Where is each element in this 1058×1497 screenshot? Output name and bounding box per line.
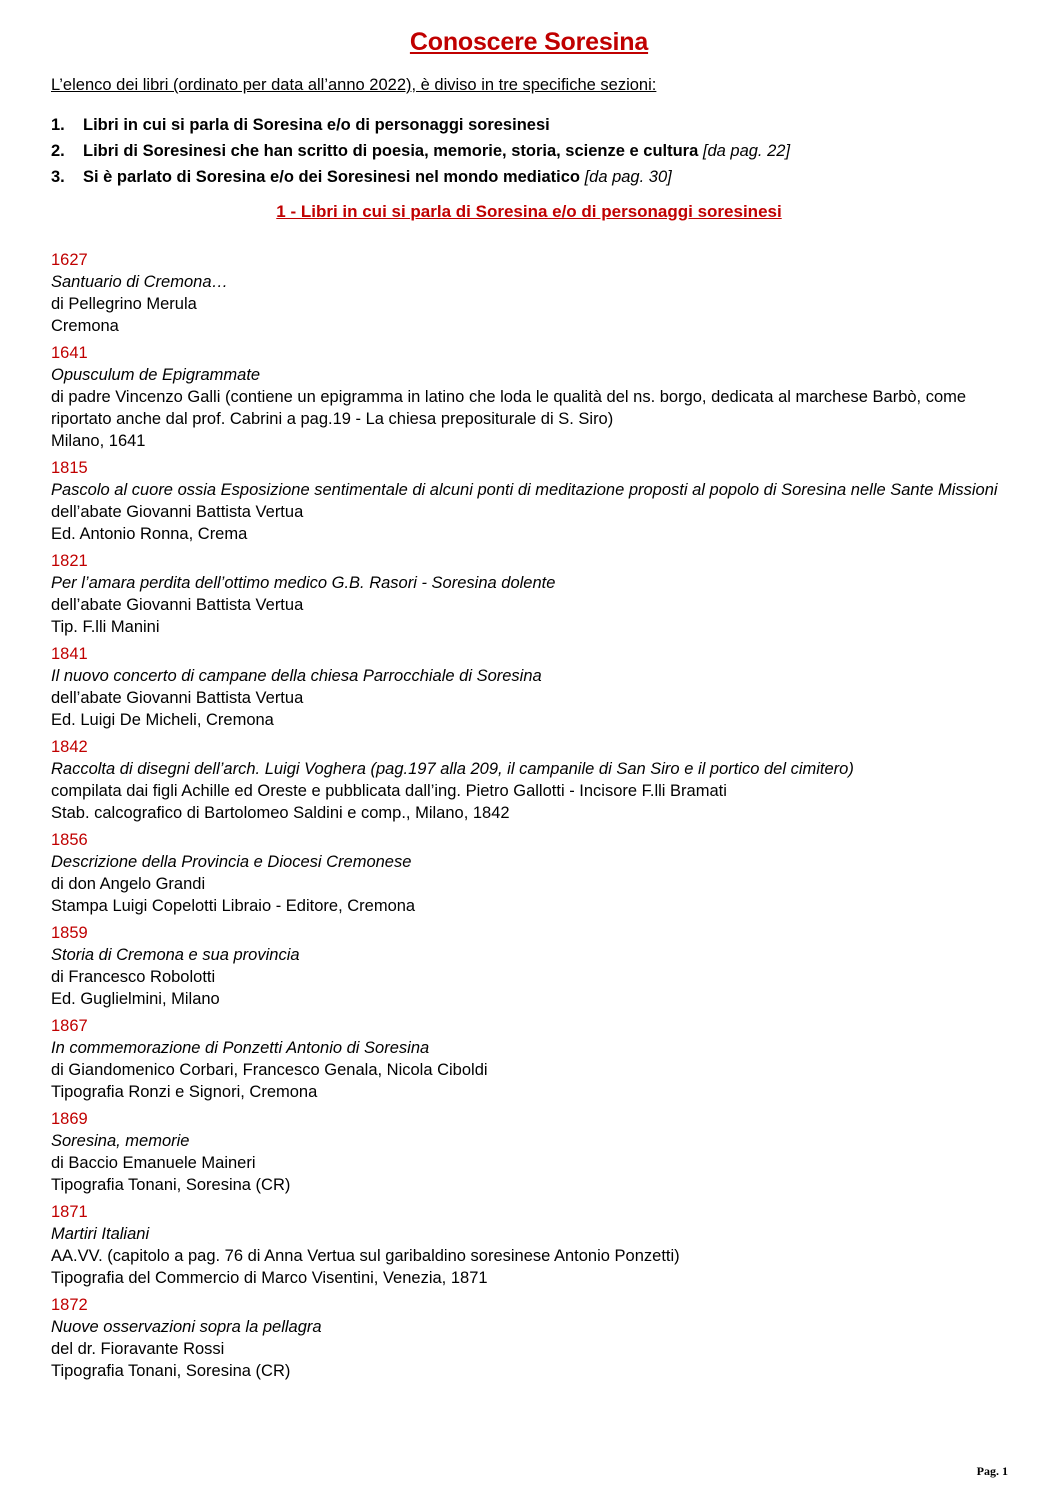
book-entry (51, 922, 1011, 1010)
book-detail: dell’abate Giovanni Battista Vertua (51, 503, 304, 521)
book-list (51, 249, 1011, 1387)
book-entry (51, 736, 1011, 824)
book-detail: Cremona (51, 317, 119, 335)
section-item (51, 138, 790, 164)
book-title: Opusculum de Epigrammate (51, 366, 261, 384)
section-number: 2. (51, 142, 65, 160)
book-title: In commemorazione di Ponzetti Antonio di Soresina (51, 1039, 430, 1057)
book-year: 1859 (51, 924, 88, 942)
book-year: 1872 (51, 1296, 88, 1314)
book-title: Martiri Italiani (51, 1225, 150, 1243)
page-number: Pag. 1 (976, 1464, 1008, 1478)
book-year: 1841 (51, 645, 88, 663)
book-detail: Ed. Guglielmini, Milano (51, 990, 220, 1008)
book-detail: di Baccio Emanuele Maineri (51, 1154, 256, 1172)
book-title: Il nuovo concerto di campane della chiesa Parrocchiale di Soresina (51, 667, 542, 685)
book-title: Santuario di Cremona… (51, 273, 229, 291)
book-detail: Tipografia del Commercio di Marco Visentini, Venezia, 1871 (51, 1269, 488, 1287)
book-year: 1641 (51, 344, 88, 362)
book-detail: dell’abate Giovanni Battista Vertua (51, 596, 304, 614)
book-title: Descrizione della Provincia e Diocesi Cremonese (51, 853, 412, 871)
section-number: 1. (51, 116, 65, 134)
book-title: Nuove osservazioni sopra la pellagra (51, 1318, 322, 1336)
section-page-ref: [da pag. 30] (584, 168, 672, 186)
book-year: 1871 (51, 1203, 88, 1221)
book-year: 1856 (51, 831, 88, 849)
section-heading: 1 - Libri in cui si parla di Soresina e/o di personaggi soresinesi (276, 202, 782, 221)
section-label: Libri di Soresinesi che han scritto di poesia, memorie, storia, scienze e cultura (83, 142, 699, 160)
book-entry (51, 1201, 1011, 1289)
section-item (51, 164, 790, 190)
book-entry (51, 643, 1011, 731)
page-title: Conoscere Soresina (409, 28, 649, 56)
sections-list (51, 112, 790, 190)
book-year: 1867 (51, 1017, 88, 1035)
book-detail: di Giandomenico Corbari, Francesco Genala, Nicola Ciboldi (51, 1061, 488, 1079)
book-detail: Stab. calcografico di Bartolomeo Saldini e comp., Milano, 1842 (51, 804, 510, 822)
section-label: Si è parlato di Soresina e/o dei Soresinesi nel mondo mediatico (83, 168, 580, 186)
book-detail: di don Angelo Grandi (51, 875, 206, 893)
book-year: 1627 (51, 251, 88, 269)
book-entry (51, 1108, 1011, 1196)
book-year: 1815 (51, 459, 88, 477)
book-detail: compilata dai figli Achille ed Oreste e pubblicata dall’ing. Pietro Gallotti - Incisore F.lli Bramati (51, 782, 727, 800)
book-title: Storia di Cremona e sua provincia (51, 946, 300, 964)
intro-text: L’elenco dei libri (ordinato per data all’anno 2022), è diviso in tre specifiche sezioni: (51, 76, 657, 94)
book-detail: Ed. Antonio Ronna, Crema (51, 525, 248, 543)
book-detail: di padre Vincenzo Galli (contiene un epigramma in latino che loda le qualità del ns. borgo, dedicata al marchese Barbò, come riportato anche dal prof. Cabrini a pag.19 - La chiesa prepositurale di S. Siro) (51, 388, 967, 428)
book-detail: Stampa Luigi Copelotti Libraio - Editore, Cremona (51, 897, 416, 915)
section-page-ref: [da pag. 22] (702, 142, 791, 160)
book-entry (51, 829, 1011, 917)
book-entry (51, 249, 1011, 337)
book-detail: Tipografia Tonani, Soresina (CR) (51, 1362, 291, 1380)
book-year: 1821 (51, 552, 88, 570)
book-title: Raccolta di disegni dell’arch. Luigi Voghera (pag.197 alla 209, il campanile di San Siro e il portico del cimitero) (51, 760, 854, 778)
book-entry (51, 1294, 1011, 1382)
book-detail: Tipografia Ronzi e Signori, Cremona (51, 1083, 318, 1101)
book-detail: Tipografia Tonani, Soresina (CR) (51, 1176, 291, 1194)
book-title: Per l’amara perdita dell’ottimo medico G.B. Rasori - Soresina dolente (51, 574, 556, 592)
book-title: Pascolo al cuore ossia Esposizione sentimentale di alcuni ponti di meditazione proposti al popolo di Soresina nelle Sante Missioni (51, 481, 998, 499)
book-entry (51, 1015, 1011, 1103)
section-number: 3. (51, 168, 65, 186)
book-detail: Tip. F.lli Manini (51, 618, 160, 636)
book-detail: Ed. Luigi De Micheli, Cremona (51, 711, 274, 729)
book-year: 1869 (51, 1110, 88, 1128)
section-item (51, 112, 790, 138)
book-title: Soresina, memorie (51, 1132, 190, 1150)
book-detail: di Francesco Robolotti (51, 968, 216, 986)
book-detail: dell’abate Giovanni Battista Vertua (51, 689, 304, 707)
book-year: 1842 (51, 738, 88, 756)
section-label: Libri in cui si parla di Soresina e/o di personaggi soresinesi (83, 116, 550, 134)
book-detail: del dr. Fioravante Rossi (51, 1340, 225, 1358)
book-detail: Milano, 1641 (51, 432, 146, 450)
book-entry (51, 457, 1011, 545)
book-detail: AA.VV. (capitolo a pag. 76 di Anna Vertua sul garibaldino soresinese Antonio Ponzetti) (51, 1247, 680, 1265)
book-entry (51, 342, 1011, 452)
book-detail: di Pellegrino Merula (51, 295, 197, 313)
book-entry (51, 550, 1011, 638)
